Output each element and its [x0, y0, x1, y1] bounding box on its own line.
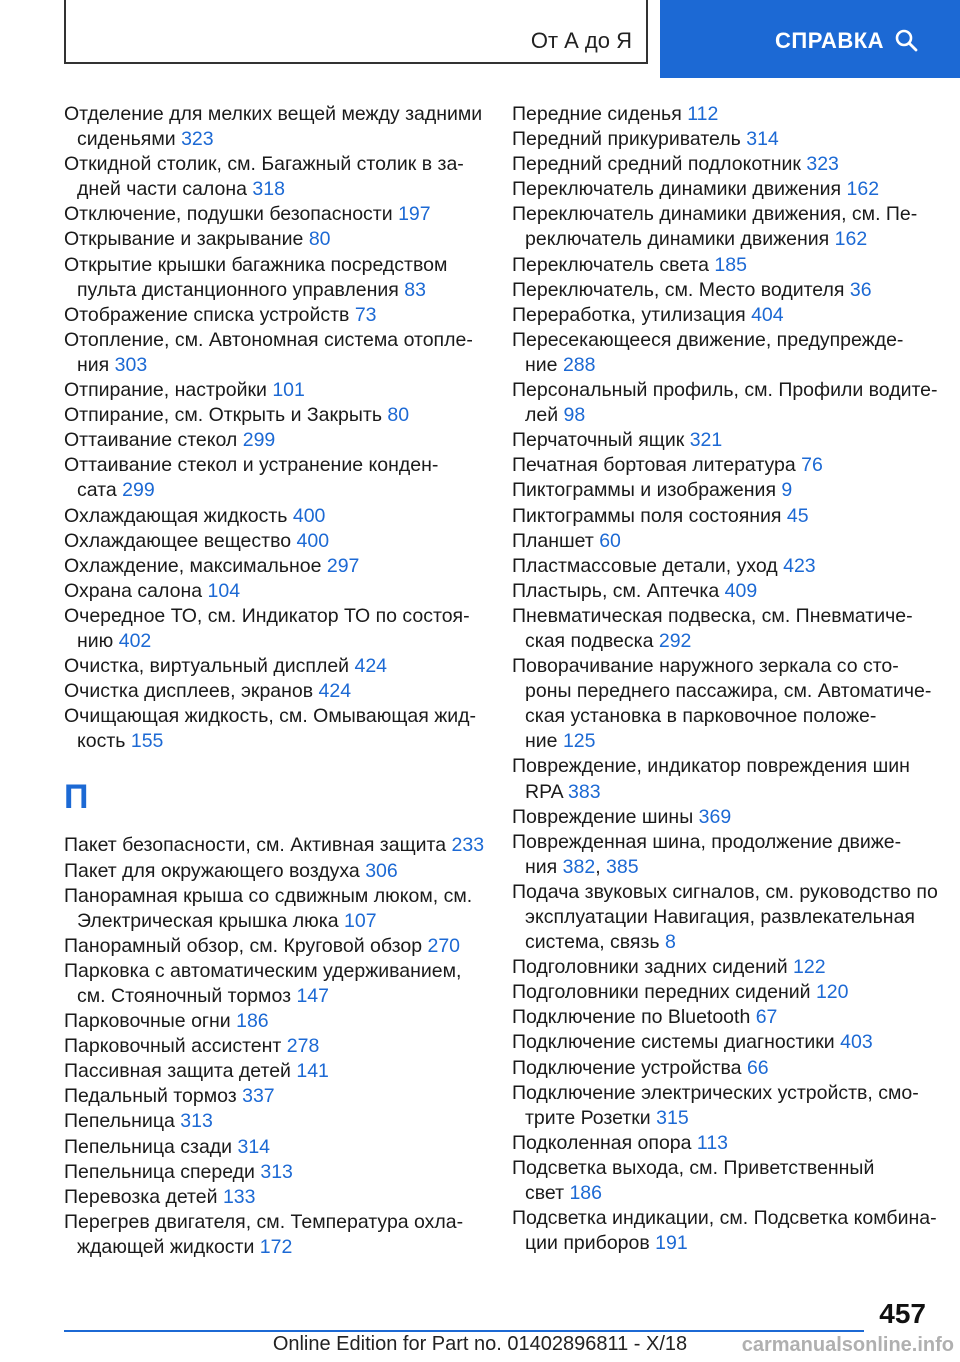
index-entry	[64, 654, 484, 679]
index-entry	[64, 833, 484, 858]
index-entry	[512, 1030, 942, 1055]
page-link[interactable]: 186	[569, 1182, 602, 1205]
index-entry-text: Пластырь, см. Аптечка	[512, 579, 725, 602]
index-entry-text: Поворачивание наружного зеркала со сто-	[512, 655, 899, 678]
index-entry	[64, 1160, 484, 1185]
index-entry-text: Планшет	[512, 529, 600, 552]
index-entry	[512, 453, 942, 478]
page-link[interactable]: 321	[689, 429, 723, 452]
index-entry	[64, 328, 484, 378]
index-column-left	[64, 102, 484, 1260]
index-entry	[512, 202, 942, 252]
index-entry	[512, 303, 942, 328]
page-link[interactable]: 382	[562, 855, 596, 878]
index-letter-heading: П	[64, 778, 89, 817]
index-entry-text: Отображение списка устройств	[64, 303, 355, 326]
page-link[interactable]: 120	[815, 981, 849, 1004]
index-entry-text: Очередное ТО, см. Индикатор ТО по состоя-	[64, 604, 470, 627]
index-entry	[64, 1109, 484, 1134]
index-entry-text: Повреждение, индикатор повреждения шин	[512, 755, 910, 778]
page-link[interactable]: 270	[427, 934, 461, 957]
page-link[interactable]: 66	[746, 1056, 769, 1079]
index-entry-text: Пиктограммы и изображения	[512, 479, 782, 502]
index-entry-text: Отключение, подушки безопасности	[64, 203, 399, 226]
index-entry-text: система, связь	[525, 931, 666, 954]
index-entry-text: Переключатель динамики движения, см. Пе-	[512, 203, 918, 226]
page-link[interactable]: 278	[286, 1035, 320, 1058]
index-entry-text: Подключение системы диагностики	[512, 1031, 841, 1054]
help-label: СПРАВКА	[775, 28, 885, 53]
index-entry-text: Панорамная крыша со сдвижным люком, см.	[64, 884, 473, 907]
index-entry-text: Отпирание, см. Открыть и Закрыть	[64, 404, 388, 427]
index-entry	[64, 959, 484, 1009]
index-entry	[64, 1185, 484, 1210]
index-entry	[512, 1156, 942, 1206]
page-link[interactable]: 185	[714, 253, 747, 276]
page-link[interactable]: 147	[296, 985, 329, 1007]
page-link[interactable]: 292	[658, 629, 692, 652]
page-link[interactable]: 76	[801, 454, 823, 477]
index-entry	[512, 504, 942, 529]
index-entry-text: Пересекающееся движение, предупрежде-	[512, 328, 904, 351]
page-link[interactable]: 313	[260, 1160, 293, 1183]
index-entry-text: сата	[77, 479, 123, 502]
section-tab	[64, 0, 648, 64]
index-entry-text: Подключение электрических устройств, смо-	[512, 1081, 919, 1104]
index-entry-text: Отпирание, настройки	[64, 379, 273, 402]
index-entry-text: Панорамный обзор, см. Круговой обзор	[64, 934, 428, 957]
index-entry-text: сиденьями	[77, 128, 182, 151]
page-link[interactable]: 133	[222, 1185, 256, 1208]
index-entry	[512, 529, 942, 554]
index-entry-text: кость	[77, 730, 131, 753]
index-entry-text: Пневматическая подвеска, см. Пневматиче-	[512, 604, 913, 627]
index-entry-text: Очистка, виртуальный дисплей	[64, 655, 355, 678]
page-link[interactable]: 385	[606, 855, 639, 878]
index-entry-text: Поврежденная шина, продолжение движе-	[512, 830, 902, 853]
index-entry-text: Подключение по Bluetooth	[512, 1006, 756, 1029]
index-entry	[64, 579, 484, 604]
page-link[interactable]: 80	[308, 228, 331, 251]
index-entry-text: Передние сиденья	[512, 103, 688, 125]
page-link[interactable]: 45	[786, 504, 809, 527]
index-entry	[64, 1059, 484, 1084]
page-link[interactable]: 125	[562, 730, 596, 753]
index-entry-text: Открывание и закрывание	[64, 228, 309, 251]
page-link[interactable]: 60	[599, 529, 621, 552]
index-entry-text: Подголовники передних сидений	[512, 981, 816, 1004]
index-entry-text: RPA	[525, 780, 568, 803]
page-link[interactable]: 315	[656, 1106, 689, 1129]
index-entry	[512, 1005, 942, 1030]
page-link[interactable]: 299	[122, 479, 155, 502]
page-link[interactable]: 67	[755, 1006, 778, 1029]
index-entry-text: Персональный профиль, см. Профили водите-	[512, 379, 938, 402]
index-entry	[64, 102, 484, 152]
index-entry-text: Подголовники задних сидений	[512, 956, 794, 979]
index-entry-text: Отопление, см. Автономная система отопле-	[64, 328, 473, 351]
index-entry-text: Охлаждающее вещество	[64, 529, 297, 552]
page-link[interactable]: 404	[751, 303, 784, 326]
page-link[interactable]: 424	[354, 655, 388, 678]
index-entry-text: Охлаждающая жидкость	[64, 504, 293, 527]
page-link[interactable]: 403	[840, 1031, 873, 1054]
index-entry-text: Парковка с автоматическим удерживанием,	[64, 959, 462, 982]
index-entry	[512, 1131, 942, 1156]
index-entry-text: Пассивная защита детей	[64, 1060, 297, 1083]
edition-text: Online Edition for Part no. 01402896811 - X/18	[272, 1333, 688, 1355]
index-entry	[64, 152, 484, 202]
page-link[interactable]: 191	[655, 1232, 688, 1255]
index-entry	[512, 654, 942, 754]
index-entry-text: Переключатель света	[512, 253, 715, 276]
index-entry-text: Подсветка выхода, см. Приветственный	[512, 1156, 875, 1179]
index-entry	[64, 704, 484, 754]
index-entry	[64, 604, 484, 654]
index-entry-text: Оттаивание стекол	[64, 429, 243, 452]
index-entry	[512, 754, 942, 804]
index-entry-text: Перчаточный ящик	[512, 429, 690, 452]
index-entry	[64, 1084, 484, 1109]
index-entry-text: лей	[525, 404, 564, 427]
page-link[interactable]: 306	[365, 859, 398, 882]
index-entry	[512, 1206, 942, 1256]
index-entry-text: ции приборов	[525, 1232, 656, 1255]
page-link[interactable]: 9	[781, 479, 793, 502]
index-entry-text: Оттаивание стекол и устранение конден-	[64, 454, 439, 477]
index-entry-text: Подсветка индикации, см. Подсветка комбина-	[512, 1207, 937, 1230]
index-entry	[64, 303, 484, 328]
index-entry-text: Подача звуковых сигналов, см. руководство по	[512, 880, 938, 903]
index-entry	[512, 805, 942, 830]
index-entry	[64, 1135, 484, 1160]
index-entry	[512, 980, 942, 1005]
index-entry-text: Подколенная опора	[512, 1131, 697, 1154]
page-link[interactable]: 172	[259, 1235, 293, 1258]
index-entry-text: Подключение устройства	[512, 1056, 747, 1079]
index-entry	[512, 604, 942, 654]
page-link[interactable]: 400	[292, 504, 326, 527]
page-link[interactable]: 400	[296, 529, 330, 552]
index-entry	[512, 102, 942, 127]
page-link[interactable]: 8	[665, 931, 676, 954]
index-entry	[512, 152, 942, 177]
index-entry	[512, 1056, 942, 1081]
page-link[interactable]: 122	[793, 956, 826, 979]
index-entry-text: Очистка дисплеев, экранов	[64, 680, 319, 703]
index-entry-text: Отделение для мелких вещей между задними	[64, 103, 483, 125]
index-entry-text: роны переднего пассажира, см. Автоматиче-	[525, 680, 932, 703]
index-entry: Поврежденная шина, продолжение движе- ния 382, 385	[512, 830, 902, 878]
help-tab[interactable]	[660, 0, 960, 78]
page-link[interactable]: 233	[451, 834, 485, 857]
index-entry	[64, 253, 484, 303]
page-link[interactable]: 155	[130, 730, 164, 753]
index-entry-text: Парковочный ассистент	[64, 1035, 287, 1058]
index-entry-text: Перегрев двигателя, см. Температура охла-	[64, 1210, 464, 1233]
index-entry-text: Очищающая жидкость, см. Омывающая жид-	[64, 705, 477, 728]
index-entry	[64, 428, 484, 453]
index-entry-text: ние	[525, 353, 563, 376]
index-entry	[64, 934, 484, 959]
page-link[interactable]: 318	[252, 178, 285, 201]
page-link[interactable]: 162	[846, 178, 880, 201]
page-link[interactable]: 107	[344, 909, 377, 932]
page-link[interactable]: 288	[562, 353, 596, 376]
page-link[interactable]: 314	[746, 128, 779, 151]
index-entry-text: Печатная бортовая литература	[512, 454, 802, 477]
page-link[interactable]: 73	[354, 303, 377, 326]
index-entry-text: Передний прикуриватель	[512, 128, 747, 151]
index-entry-text: эксплуатации Навигация, развлекательная	[525, 906, 915, 928]
footer-divider	[64, 1330, 864, 1332]
index-entry-text: Перевозка детей	[64, 1185, 223, 1208]
page-link[interactable]: 409	[724, 579, 758, 602]
page-link[interactable]: 299	[242, 429, 276, 452]
search-icon[interactable]	[894, 28, 918, 52]
page-link[interactable]: 369	[698, 805, 732, 828]
index-entry	[512, 428, 942, 453]
index-entry	[64, 884, 484, 934]
index-entry-text: см. Стояночный тормоз	[77, 985, 297, 1007]
index-entry-text: Пиктограммы поля состояния	[512, 504, 787, 527]
index-entry-text: ская установка в парковочное положе-	[525, 705, 877, 728]
section-title: От А до Я	[530, 28, 632, 53]
index-entry-text: ния	[77, 353, 115, 376]
page-link[interactable]: 186	[236, 1010, 269, 1033]
index-entry-text: Переключатель, см. Место водителя	[512, 278, 850, 301]
page-number: 457	[879, 1298, 926, 1329]
index-entry-text: свет	[525, 1182, 570, 1205]
page-link[interactable]: 383	[568, 780, 601, 803]
index-entry	[512, 328, 942, 378]
index-entry-text: пульта дистанционного управления	[77, 278, 405, 301]
page-link[interactable]: 337	[242, 1085, 275, 1108]
index-entry	[512, 177, 942, 202]
index-entry	[64, 378, 484, 403]
page-link[interactable]: 423	[783, 554, 816, 577]
index-entry	[64, 504, 484, 529]
index-entry-text: ская подвеска	[525, 629, 659, 652]
index-entry-text: нию	[77, 629, 119, 652]
index-entry	[64, 529, 484, 554]
index-entry-text: Переработка, утилизация	[512, 303, 752, 326]
page-link[interactable]: 314	[237, 1135, 271, 1158]
page-link[interactable]: 424	[318, 680, 352, 703]
index-entry-text: трите Розетки	[525, 1106, 657, 1129]
page-link[interactable]: 104	[207, 579, 241, 602]
index-entry	[64, 859, 484, 884]
index-entry	[512, 478, 942, 503]
page-link[interactable]: 83	[404, 278, 426, 301]
index-entry-text: Охрана салона	[64, 579, 208, 602]
page-link[interactable]: 323	[806, 153, 839, 176]
page-link[interactable]: 101	[272, 379, 305, 402]
index-entry-text: ждающей жидкости	[77, 1235, 260, 1258]
index-entry-text: Переключатель динамики движения	[512, 178, 847, 201]
index-entry-text: дней части салона	[77, 178, 253, 201]
index-entry	[64, 1009, 484, 1034]
index-entry	[64, 403, 484, 428]
index-entry-text: Педальный тормоз	[64, 1085, 243, 1108]
index-entry-text: ния	[525, 855, 563, 878]
index-entry-text: Передний средний подлокотник	[512, 153, 807, 176]
index-entry-text: Пепельница спереди	[64, 1160, 261, 1183]
index-entry	[64, 554, 484, 579]
index-entry	[512, 579, 942, 604]
page-link[interactable]: 162	[834, 228, 868, 251]
index-entry	[512, 253, 942, 278]
index-entry	[64, 227, 484, 252]
index-entry-text: Электрическая крышка люка	[77, 909, 345, 932]
page-link[interactable]: 141	[296, 1060, 329, 1083]
page-link[interactable]: 36	[849, 278, 872, 301]
index-entry-text: Пепельница сзади	[64, 1135, 238, 1158]
index-entry	[64, 679, 484, 704]
index-column-right	[512, 102, 942, 1256]
index-entry	[64, 202, 484, 227]
index-entry	[512, 554, 942, 579]
index-entry-text: реключатель динамики движения	[525, 228, 835, 251]
index-entry-text: Пластмассовые детали, уход	[512, 554, 784, 577]
page-link[interactable]: 197	[398, 203, 431, 226]
index-entry	[64, 453, 484, 503]
page-link[interactable]: 297	[326, 554, 360, 577]
page-link[interactable]: 303	[114, 353, 148, 376]
page-link[interactable]: 402	[118, 629, 152, 652]
index-entry-text: Открытие крышки багажника посредством	[64, 253, 448, 276]
index-entry-text: Пепельница	[64, 1110, 181, 1133]
index-entry-text: Парковочные огни	[64, 1010, 237, 1033]
watermark: carmanualsonline.info	[741, 1334, 954, 1356]
index-entry	[64, 1034, 484, 1059]
page-link[interactable]: 323	[181, 128, 214, 151]
page-link[interactable]: 98	[563, 404, 586, 427]
index-entry	[512, 378, 942, 428]
index-entry	[512, 127, 942, 152]
index-entry-text: Охлаждение, максимальное	[64, 554, 327, 577]
page-link[interactable]: 112	[687, 103, 719, 125]
page-link[interactable]: 313	[180, 1110, 213, 1133]
page-link[interactable]: 80	[387, 404, 410, 427]
index-entry	[512, 880, 942, 955]
index-entry	[512, 955, 942, 980]
index-entry-text: ние	[525, 730, 563, 753]
index-entry-text: Пакет безопасности, см. Активная защита	[64, 834, 452, 857]
index-entry	[512, 278, 942, 303]
index-entry	[512, 1081, 942, 1131]
index-entry-text: Повреждение шины	[512, 805, 699, 828]
index-entry-text: Откидной столик, см. Багажный столик в за-	[64, 153, 464, 176]
index-entry	[64, 1210, 484, 1260]
page-link[interactable]: 113	[696, 1131, 729, 1154]
index-entry-text: Пакет для окружающего воздуха	[64, 859, 366, 882]
